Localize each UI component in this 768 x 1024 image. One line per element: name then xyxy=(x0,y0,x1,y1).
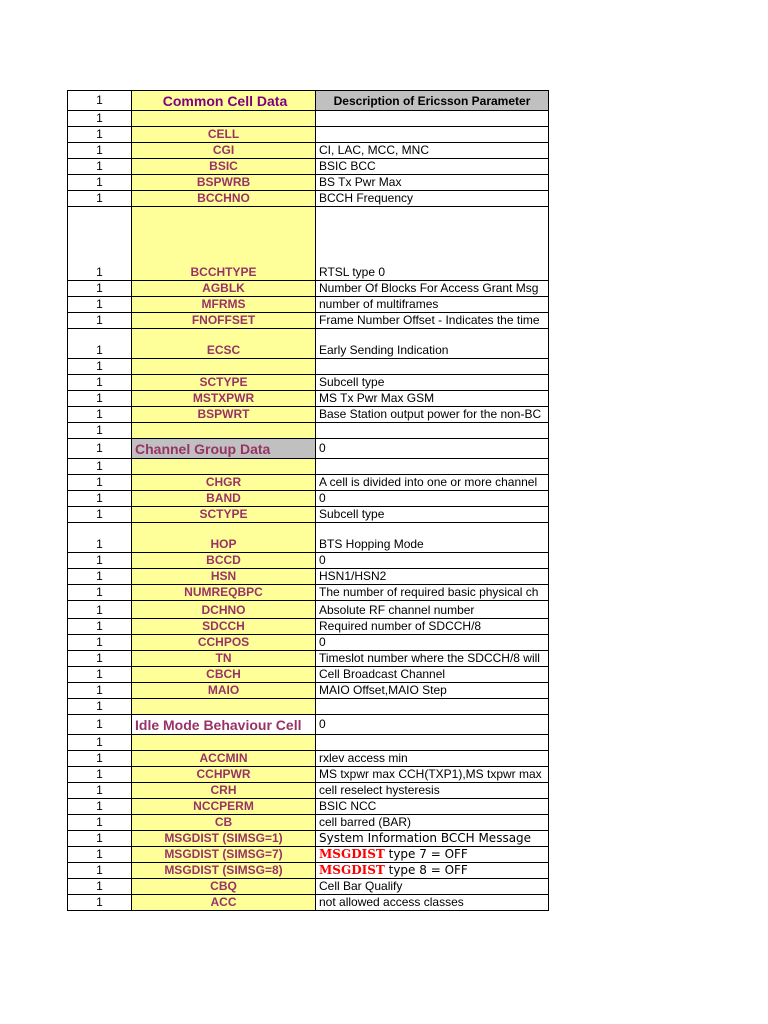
row-index-cell: 1 xyxy=(68,783,132,799)
parameter-description-cell: MS txpwr max CCH(TXP1),MS txpwr max xyxy=(316,767,549,783)
row-index-cell: 1 xyxy=(68,847,132,863)
row-index-cell: 1 xyxy=(68,143,132,159)
table-row xyxy=(68,635,549,651)
table-row xyxy=(68,863,549,879)
parameter-description-cell: Subcell type xyxy=(316,375,549,391)
parameter-description-cell: number of multiframes xyxy=(316,297,549,313)
description-text: type 7 = OFF xyxy=(384,847,468,861)
row-index-cell: 1 xyxy=(68,799,132,815)
parameter-name-cell: NUMREQBPC xyxy=(132,585,316,601)
parameter-description-cell: RTSL type 0 xyxy=(316,207,549,281)
table-row xyxy=(68,699,549,715)
table-row xyxy=(68,281,549,297)
parameter-name-cell: CGI xyxy=(132,143,316,159)
row-index-cell: 1 xyxy=(68,297,132,313)
table-row xyxy=(68,847,549,863)
row-index-cell: 1 xyxy=(68,863,132,879)
table-row xyxy=(68,651,549,667)
parameter-name-cell: DCHNO xyxy=(132,601,316,619)
row-index-cell: 1 xyxy=(68,439,132,459)
parameter-description-cell: Subcell type xyxy=(316,507,549,523)
row-index-cell: 1 xyxy=(68,569,132,585)
description-text: System Information BCCH Message xyxy=(319,831,532,845)
table-row xyxy=(68,523,549,553)
table-row xyxy=(68,553,549,569)
parameter-name-cell xyxy=(132,699,316,715)
parameter-description-cell: BS Tx Pwr Max xyxy=(316,175,549,191)
parameter-name-cell: CBCH xyxy=(132,667,316,683)
table-row xyxy=(68,127,549,143)
parameter-description-cell: HSN1/HSN2 xyxy=(316,569,549,585)
parameter-description-cell: MS Tx Pwr Max GSM xyxy=(316,391,549,407)
section-title-idle-mode-behaviour-cell: Idle Mode Behaviour Cell xyxy=(132,715,316,735)
table-row xyxy=(68,831,549,847)
table-row xyxy=(68,491,549,507)
table-row xyxy=(68,297,549,313)
row-index-cell: 1 xyxy=(68,601,132,619)
row-index-cell: 1 xyxy=(68,831,132,847)
parameter-name-cell xyxy=(132,735,316,751)
parameter-name-cell xyxy=(132,111,316,127)
parameter-description-cell: BSIC BCC xyxy=(316,159,549,175)
row-index-cell: 1 xyxy=(68,159,132,175)
table-row xyxy=(68,313,549,329)
parameter-description-cell xyxy=(316,735,549,751)
parameter-description-cell: MAIO Offset,MAIO Step xyxy=(316,683,549,699)
parameter-name-cell: MSGDIST (SIMSG=7) xyxy=(132,847,316,863)
row-index-cell: 1 xyxy=(68,475,132,491)
table-row xyxy=(68,667,549,683)
table-row xyxy=(68,879,549,895)
table-row xyxy=(68,815,549,831)
parameter-description-cell: A cell is divided into one or more channel xyxy=(316,475,549,491)
parameter-name-cell: BCCD xyxy=(132,553,316,569)
parameter-description-cell: BTS Hopping Mode xyxy=(316,523,549,553)
parameter-name-cell: TN xyxy=(132,651,316,667)
parameter-name-cell: ECSC xyxy=(132,329,316,359)
parameter-description-cell xyxy=(316,359,549,375)
parameter-name-cell: CRH xyxy=(132,783,316,799)
table-row xyxy=(68,601,549,619)
description-text: type 8 = OFF xyxy=(384,863,468,877)
parameter-description-cell: Number Of Blocks For Access Grant Msg xyxy=(316,281,549,297)
row-index-cell: 1 xyxy=(68,815,132,831)
row-index-cell: 1 xyxy=(68,329,132,359)
header-index-cell: 1 xyxy=(68,91,132,111)
section-row xyxy=(68,715,549,735)
parameter-description-cell: rxlev access min xyxy=(316,751,549,767)
parameter-description-cell: Frame Number Offset - Indicates the time xyxy=(316,313,549,329)
row-index-cell: 1 xyxy=(68,585,132,601)
parameter-name-cell: MSGDIST (SIMSG=8) xyxy=(132,863,316,879)
parameter-name-cell: BSPWRB xyxy=(132,175,316,191)
table-row xyxy=(68,799,549,815)
table-header-row xyxy=(68,91,549,111)
description-column-header: Description of Ericsson Parameter xyxy=(316,91,549,111)
parameter-name-cell: SCTYPE xyxy=(132,375,316,391)
keyword-highlight: MSGDIST xyxy=(319,847,385,861)
parameter-description-cell: cell barred (BAR) xyxy=(316,815,549,831)
parameter-description-cell: Cell Broadcast Channel xyxy=(316,667,549,683)
parameter-description-cell: BCCH Frequency xyxy=(316,191,549,207)
table-row xyxy=(68,767,549,783)
parameter-description-cell: Base Station output power for the non-BC xyxy=(316,407,549,423)
parameter-name-cell: HOP xyxy=(132,523,316,553)
parameter-name-cell: SDCCH xyxy=(132,619,316,635)
parameter-description-cell: 0 xyxy=(316,635,549,651)
parameter-name-cell: MAIO xyxy=(132,683,316,699)
table-row xyxy=(68,507,549,523)
row-index-cell: 1 xyxy=(68,313,132,329)
row-index-cell: 1 xyxy=(68,619,132,635)
parameter-name-cell: CCHPOS xyxy=(132,635,316,651)
row-index-cell: 1 xyxy=(68,207,132,281)
parameter-name-cell: HSN xyxy=(132,569,316,585)
row-index-cell: 1 xyxy=(68,359,132,375)
table-row xyxy=(68,585,549,601)
parameter-name-cell: MSTXPWR xyxy=(132,391,316,407)
parameter-description-cell xyxy=(316,111,549,127)
table-row xyxy=(68,735,549,751)
table-row xyxy=(68,159,549,175)
parameter-name-cell: NCCPERM xyxy=(132,799,316,815)
row-index-cell: 1 xyxy=(68,391,132,407)
row-index-cell: 1 xyxy=(68,491,132,507)
parameter-description-cell: The number of required basic physical ch xyxy=(316,585,549,601)
parameter-description-cell: Early Sending Indication xyxy=(316,329,549,359)
row-index-cell: 1 xyxy=(68,127,132,143)
parameter-name-cell: BCCHNO xyxy=(132,191,316,207)
parameter-name-cell: BSIC xyxy=(132,159,316,175)
row-index-cell: 1 xyxy=(68,735,132,751)
table-row xyxy=(68,207,549,281)
parameter-description-cell: 0 xyxy=(316,491,549,507)
table-row xyxy=(68,375,549,391)
parameter-name-cell: AGBLK xyxy=(132,281,316,297)
table-row xyxy=(68,783,549,799)
section-value-cell: 0 xyxy=(316,439,549,459)
parameter-description-cell: Timeslot number where the SDCCH/8 will xyxy=(316,651,549,667)
row-index-cell: 1 xyxy=(68,751,132,767)
parameter-description-cell: Cell Bar Qualify xyxy=(316,879,549,895)
parameter-name-cell: MSGDIST (SIMSG=1) xyxy=(132,831,316,847)
row-index-cell: 1 xyxy=(68,175,132,191)
section-title-common-cell-data: Common Cell Data xyxy=(132,91,316,111)
table-row xyxy=(68,423,549,439)
parameter-description-cell xyxy=(316,831,549,847)
section-title-channel-group-data: Channel Group Data xyxy=(132,439,316,459)
parameter-name-cell: CBQ xyxy=(132,879,316,895)
parameter-name-cell: MFRMS xyxy=(132,297,316,313)
parameter-description-cell: not allowed access classes xyxy=(316,895,549,911)
parameter-description-cell xyxy=(316,423,549,439)
table-row xyxy=(68,329,549,359)
row-index-cell: 1 xyxy=(68,523,132,553)
row-index-cell: 1 xyxy=(68,683,132,699)
parameter-description-cell: 0 xyxy=(316,553,549,569)
parameter-description-cell xyxy=(316,863,549,879)
parameter-name-cell xyxy=(132,359,316,375)
parameter-name-cell xyxy=(132,423,316,439)
parameter-table-body xyxy=(68,91,549,911)
parameter-description-cell: BSIC NCC xyxy=(316,799,549,815)
parameter-description-cell xyxy=(316,699,549,715)
table-row xyxy=(68,569,549,585)
table-row xyxy=(68,895,549,911)
parameter-name-cell: CELL xyxy=(132,127,316,143)
row-index-cell: 1 xyxy=(68,375,132,391)
parameter-name-cell: CCHPWR xyxy=(132,767,316,783)
table-row xyxy=(68,683,549,699)
parameter-description-cell: Absolute RF channel number xyxy=(316,601,549,619)
row-index-cell: 1 xyxy=(68,895,132,911)
row-index-cell: 1 xyxy=(68,407,132,423)
parameter-name-cell: BSPWRT xyxy=(132,407,316,423)
table-row xyxy=(68,143,549,159)
table-row xyxy=(68,459,549,475)
parameter-name-cell: BAND xyxy=(132,491,316,507)
table-row xyxy=(68,407,549,423)
parameter-name-cell xyxy=(132,459,316,475)
parameter-name-cell: SCTYPE xyxy=(132,507,316,523)
parameter-description-cell xyxy=(316,127,549,143)
table-row xyxy=(68,359,549,375)
parameter-table xyxy=(67,90,549,911)
parameter-name-cell: CHGR xyxy=(132,475,316,491)
table-row xyxy=(68,191,549,207)
parameter-name-cell: ACC xyxy=(132,895,316,911)
keyword-highlight: MSGDIST xyxy=(319,863,385,877)
row-index-cell: 1 xyxy=(68,635,132,651)
section-row xyxy=(68,439,549,459)
table-row xyxy=(68,619,549,635)
table-row xyxy=(68,475,549,491)
row-index-cell: 1 xyxy=(68,667,132,683)
row-index-cell: 1 xyxy=(68,699,132,715)
table-row xyxy=(68,751,549,767)
table-row xyxy=(68,175,549,191)
parameter-name-cell: ACCMIN xyxy=(132,751,316,767)
row-index-cell: 1 xyxy=(68,553,132,569)
row-index-cell: 1 xyxy=(68,507,132,523)
row-index-cell: 1 xyxy=(68,191,132,207)
row-index-cell: 1 xyxy=(68,651,132,667)
row-index-cell: 1 xyxy=(68,767,132,783)
parameter-name-cell: CB xyxy=(132,815,316,831)
parameter-description-cell xyxy=(316,847,549,863)
row-index-cell: 1 xyxy=(68,715,132,735)
row-index-cell: 1 xyxy=(68,111,132,127)
parameter-description-cell: CI, LAC, MCC, MNC xyxy=(316,143,549,159)
row-index-cell: 1 xyxy=(68,879,132,895)
row-index-cell: 1 xyxy=(68,459,132,475)
parameter-name-cell: BCCHTYPE xyxy=(132,207,316,281)
parameter-name-cell: FNOFFSET xyxy=(132,313,316,329)
row-index-cell: 1 xyxy=(68,423,132,439)
table-row xyxy=(68,391,549,407)
table-row xyxy=(68,111,549,127)
section-value-cell: 0 xyxy=(316,715,549,735)
parameter-description-cell: cell reselect hysteresis xyxy=(316,783,549,799)
parameter-description-cell: Required number of SDCCH/8 xyxy=(316,619,549,635)
parameter-description-cell xyxy=(316,459,549,475)
row-index-cell: 1 xyxy=(68,281,132,297)
